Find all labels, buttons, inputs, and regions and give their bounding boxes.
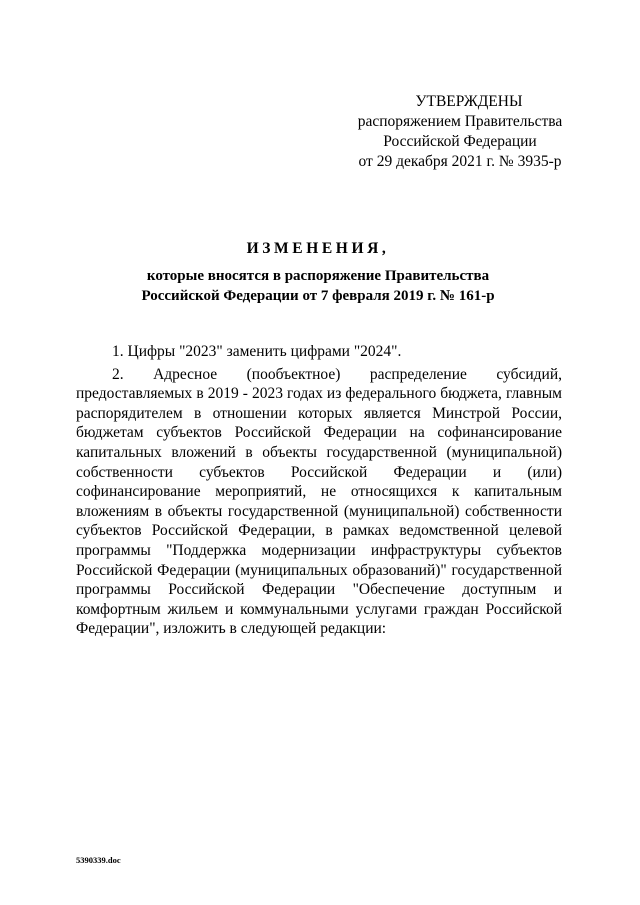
file-code-footer: 5390339.doc bbox=[76, 855, 121, 865]
subtitle-line-2: Российской Федерации от 7 февраля 2019 г. № 161-р bbox=[141, 288, 495, 304]
subtitle-line-1: которые вносятся в распоряжение Правительства bbox=[146, 268, 490, 284]
approval-title: УТВЕРЖДЕНЫ bbox=[415, 93, 523, 110]
approval-line-3: от 29 декабря 2021 г. № 3935-р bbox=[358, 153, 562, 170]
document-body bbox=[76, 342, 562, 639]
approval-line-1: распоряжением Правительства bbox=[357, 113, 563, 130]
approval-line-2: Российской Федерации bbox=[383, 133, 537, 150]
document-subtitle bbox=[70, 266, 566, 306]
paragraph-2: 2. Адресное (пообъектное) распределение субсидий, предоставляемых в 2019 - 2023 годах из федерального бюджета, главным распорядителем в отношении которых является Минстрой России, бюджетам субъектов Российской Федерации на софинансирование капитальных вложений в объекты государственной (муниципальной) собственности субъектов Российской Федерации и (или) софинансирование мероприятий, не относящихся к капитальным вложениям в объекты государственной (муниципальной) собственности субъектов Российской Федерации, в рамках ведомственной целевой программы "Поддержка модернизации инфраструктуры субъектов Российской Федерации (муниципальных образований)" государственной программы Российской Федерации "Обеспечение доступным и комфортным жильем и коммунальными услугами граждан Российской Федерации", изложить в следующей редакции: bbox=[76, 365, 562, 638]
document-title: ИЗМЕНЕНИЯ, bbox=[246, 240, 390, 257]
paragraph-1: 1. Цифры "2023" заменить цифрами "2024". bbox=[112, 343, 402, 360]
approval-stamp-block bbox=[340, 92, 580, 172]
